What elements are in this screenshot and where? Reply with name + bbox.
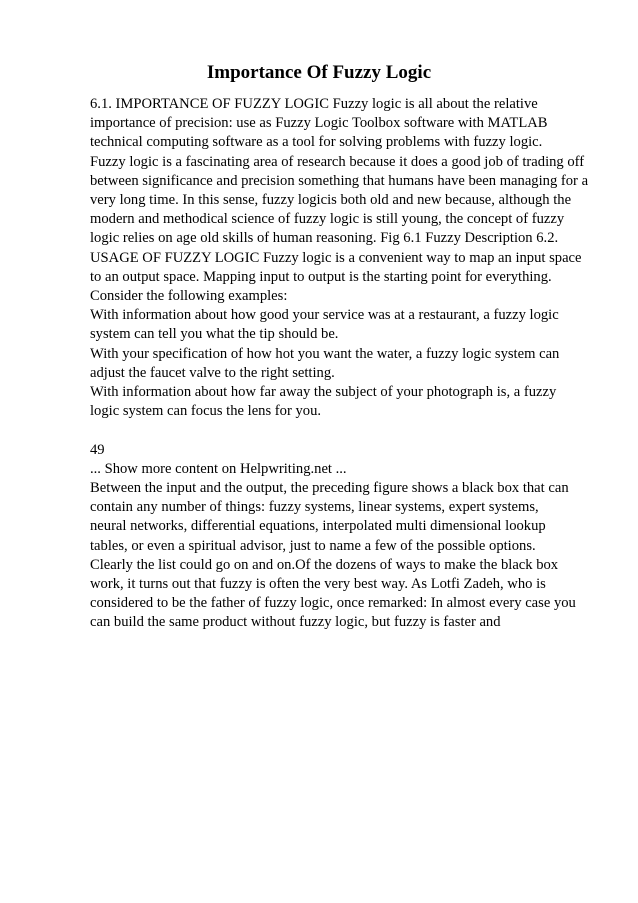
body-line: With information about how good your service was at a restaurant, a fuzzy logic [90,307,559,324]
body-line: contain any number of things: fuzzy systems, linear systems, expert systems, [90,499,539,516]
document-title: Importance Of Fuzzy Logic [206,62,432,83]
body-line: very long time. In this sense, fuzzy logicis both old and new because, although the [90,192,572,209]
body-line: Consider the following examples: [90,288,288,305]
paragraph-gap [90,421,610,440]
document-body [90,95,610,633]
body-line: can build the same product without fuzzy logic, but fuzzy is faster and [90,614,501,631]
body-line: 6.1. IMPORTANCE OF FUZZY LOGIC Fuzzy logic is all about the relative [90,96,538,112]
body-line: modern and methodical science of fuzzy logic is still young, the concept of fuzzy [90,211,565,228]
body-line: Fuzzy logic is a fascinating area of research because it does a good job of trading off [90,153,585,170]
body-line: neural networks, differential equations, interpolated multi dimensional lookup [90,518,546,535]
body-line: With information about how far away the subject of your photograph is, a fuzzy [90,384,557,401]
body-line: adjust the faucet valve to the right setting. [90,364,335,381]
body-line: between significance and precision something that humans have been managing for a [90,172,589,189]
show-more-text: ... Show more content on Helpwriting.net ... [90,460,347,477]
body-line: importance of precision: use as Fuzzy Logic Toolbox software with MATLAB [90,115,548,132]
body-line: Between the input and the output, the preceding figure shows a black box that can [90,480,569,497]
body-line: tables, or even a spiritual advisor, just to name a few of the possible options. [90,537,536,554]
body-line: to an output space. Mapping input to output is the starting point for everything. [90,268,552,285]
body-line: With your specification of how hot you want the water, a fuzzy logic system can [90,345,560,362]
page-number: 49 [90,441,105,458]
body-line: considered to be the father of fuzzy logic, once remarked: In almost every case you [90,595,576,612]
body-line: logic relies on age old skills of human reasoning. Fig 6.1 Fuzzy Description 6.2. [90,230,559,247]
body-line: technical computing software as a tool for solving problems with fuzzy logic. [90,134,543,151]
body-line: work, it turns out that fuzzy is often the very best way. As Lotfi Zadeh, who is [90,576,546,593]
body-line: USAGE OF FUZZY LOGIC Fuzzy logic is a convenient way to map an input space [90,249,582,266]
body-line: system can tell you what the tip should be. [90,326,339,343]
body-line: Clearly the list could go on and on.Of the dozens of ways to make the black box [90,556,559,573]
body-line: logic system can focus the lens for you. [90,403,322,420]
